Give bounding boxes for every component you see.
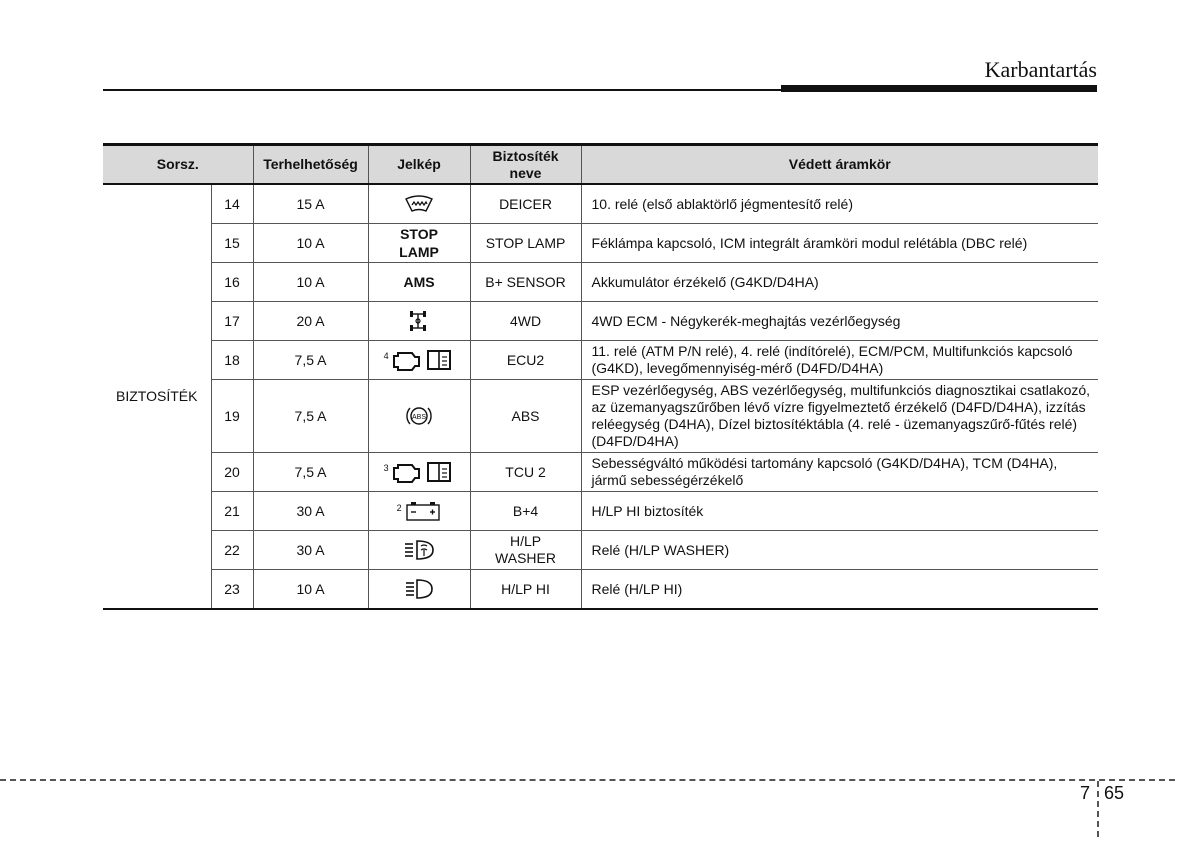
fuse-number: 15 — [211, 224, 253, 263]
fuse-symbol — [368, 302, 470, 341]
protected-circuit: Féklámpa kapcsoló, ICM integrált áramköri modul relétábla (DBC relé) — [581, 224, 1098, 263]
footer-dashed-rule — [0, 779, 1175, 781]
fuse-number: 21 — [211, 492, 253, 531]
ams-symbol-text: AMS — [403, 274, 435, 290]
table-row — [103, 263, 1098, 302]
fuse-name-text: H/LP WASHER — [495, 533, 556, 566]
fuse-number: 16 — [211, 263, 253, 302]
fuse-symbol — [368, 453, 470, 492]
fuse-name: DEICER — [470, 184, 581, 224]
fuse-number: 23 — [211, 570, 253, 610]
stop-lamp-symbol-text: STOP LAMP — [399, 226, 439, 260]
fuse-symbol — [368, 224, 470, 263]
header-rule-thin — [103, 89, 783, 91]
abs-icon-label: ABS — [412, 414, 427, 421]
table-row — [103, 341, 1098, 380]
fuse-symbol — [368, 380, 470, 453]
protected-circuit: 4WD ECM - Négykerék-meghajtás vezérlőegység — [581, 302, 1098, 341]
fuse-rating: 7,5 A — [253, 341, 368, 380]
protected-circuit: 10. relé (első ablaktörlő jégmentesítő relé) — [581, 184, 1098, 224]
table-row — [103, 184, 1098, 224]
symbol-index: 4 — [383, 351, 389, 361]
fuse-number: 18 — [211, 341, 253, 380]
headlamp-washer-icon — [403, 538, 435, 562]
fuse-symbol — [368, 184, 470, 224]
fuse-name: ABS — [470, 380, 581, 453]
fuse-number: 14 — [211, 184, 253, 224]
protected-circuit: Akkumulátor érzékelő (G4KD/D4HA) — [581, 263, 1098, 302]
fuse-rating: 7,5 A — [253, 453, 368, 492]
fuse-name: B+4 — [470, 492, 581, 531]
fuse-name: H/LP HI — [470, 570, 581, 610]
protected-circuit: Sebességváltó működési tartomány kapcsoló (G4KD/D4HA), TCM (D4HA), jármű sebességérzékelő — [581, 453, 1098, 492]
protected-circuit: H/LP HI biztosíték — [581, 492, 1098, 531]
group-label: BIZTOSÍTÉK — [103, 184, 211, 609]
section-title: Karbantartás — [984, 57, 1097, 82]
protected-circuit: ESP vezérlőegység, ABS vezérlőegység, multifunkciós diagnosztikai csatlakozó, az üzemanyagszűrőben lévő vízre figyelmeztető érzékelő (D4FD/D4HA), izzítás reléegység (D4HA), Dízel biztosítéktábla (4. relé - üzemanyagszűrő-fűtés relé) (D4FD/D4HA) — [581, 380, 1098, 453]
fuse-number: 19 — [211, 380, 253, 453]
table-header-row — [103, 145, 1098, 185]
header-rule-thick — [781, 85, 1097, 92]
fuse-name: ECU2 — [470, 341, 581, 380]
fuse-symbol — [368, 263, 470, 302]
fuse-name: B+ SENSOR — [470, 263, 581, 302]
protected-circuit: Relé (H/LP WASHER) — [581, 531, 1098, 570]
battery-icon — [405, 500, 441, 522]
col-header-circuit: Védett áramkör — [581, 145, 1098, 185]
table-row — [103, 492, 1098, 531]
fuse-rating: 10 A — [253, 224, 368, 263]
table-row — [103, 531, 1098, 570]
table-row — [103, 224, 1098, 263]
fuse-rating: 15 A — [253, 184, 368, 224]
protected-circuit: Relé (H/LP HI) — [581, 570, 1098, 610]
fuse-table — [103, 143, 1098, 610]
col-header-number: Sorsz. — [103, 145, 253, 185]
fuse-number: 22 — [211, 531, 253, 570]
abs-icon — [405, 402, 433, 430]
symbol-index: 3 — [383, 463, 389, 473]
fuse-name — [470, 531, 581, 570]
table-row — [103, 570, 1098, 610]
fuse-rating: 7,5 A — [253, 380, 368, 453]
table-row — [103, 380, 1098, 453]
fuse-rating: 30 A — [253, 492, 368, 531]
page-number: 65 — [1104, 783, 1125, 803]
fuse-name: STOP LAMP — [470, 224, 581, 263]
fuse-symbol — [368, 341, 470, 380]
footer-dashed-divider — [1097, 781, 1099, 837]
fuse-name: TCU 2 — [470, 453, 581, 492]
fuse-rating: 20 A — [253, 302, 368, 341]
fuse-rating: 30 A — [253, 531, 368, 570]
fuse-rating: 10 A — [253, 263, 368, 302]
fuse-name: 4WD — [470, 302, 581, 341]
chapter-number: 7 — [1080, 783, 1091, 803]
fuse-rating: 10 A — [253, 570, 368, 610]
high-beam-icon — [404, 578, 434, 600]
table-row — [103, 302, 1098, 341]
symbol-index: 2 — [396, 503, 402, 513]
engine-book-icon — [392, 348, 454, 372]
fuse-symbol — [368, 492, 470, 531]
fuse-symbol — [368, 531, 470, 570]
fuse-symbol — [368, 570, 470, 610]
fuse-number: 17 — [211, 302, 253, 341]
fuse-number: 20 — [211, 453, 253, 492]
col-header-fuse-name-text: Biztosíték neve — [492, 147, 559, 181]
col-header-symbol: Jelkép — [368, 145, 470, 185]
deicer-icon — [404, 194, 434, 214]
col-header-fuse-name — [470, 145, 581, 185]
table-row — [103, 453, 1098, 492]
col-header-rating: Terhelhetőség — [253, 145, 368, 185]
protected-circuit: 11. relé (ATM P/N relé), 4. relé (indítórelé), ECM/PCM, Multifunkciós kapcsoló (G4KD), levegőmennyiség-mérő (D4FD/D4HA) — [581, 341, 1098, 380]
4wd-icon — [407, 309, 431, 333]
engine-book-icon — [392, 460, 454, 484]
